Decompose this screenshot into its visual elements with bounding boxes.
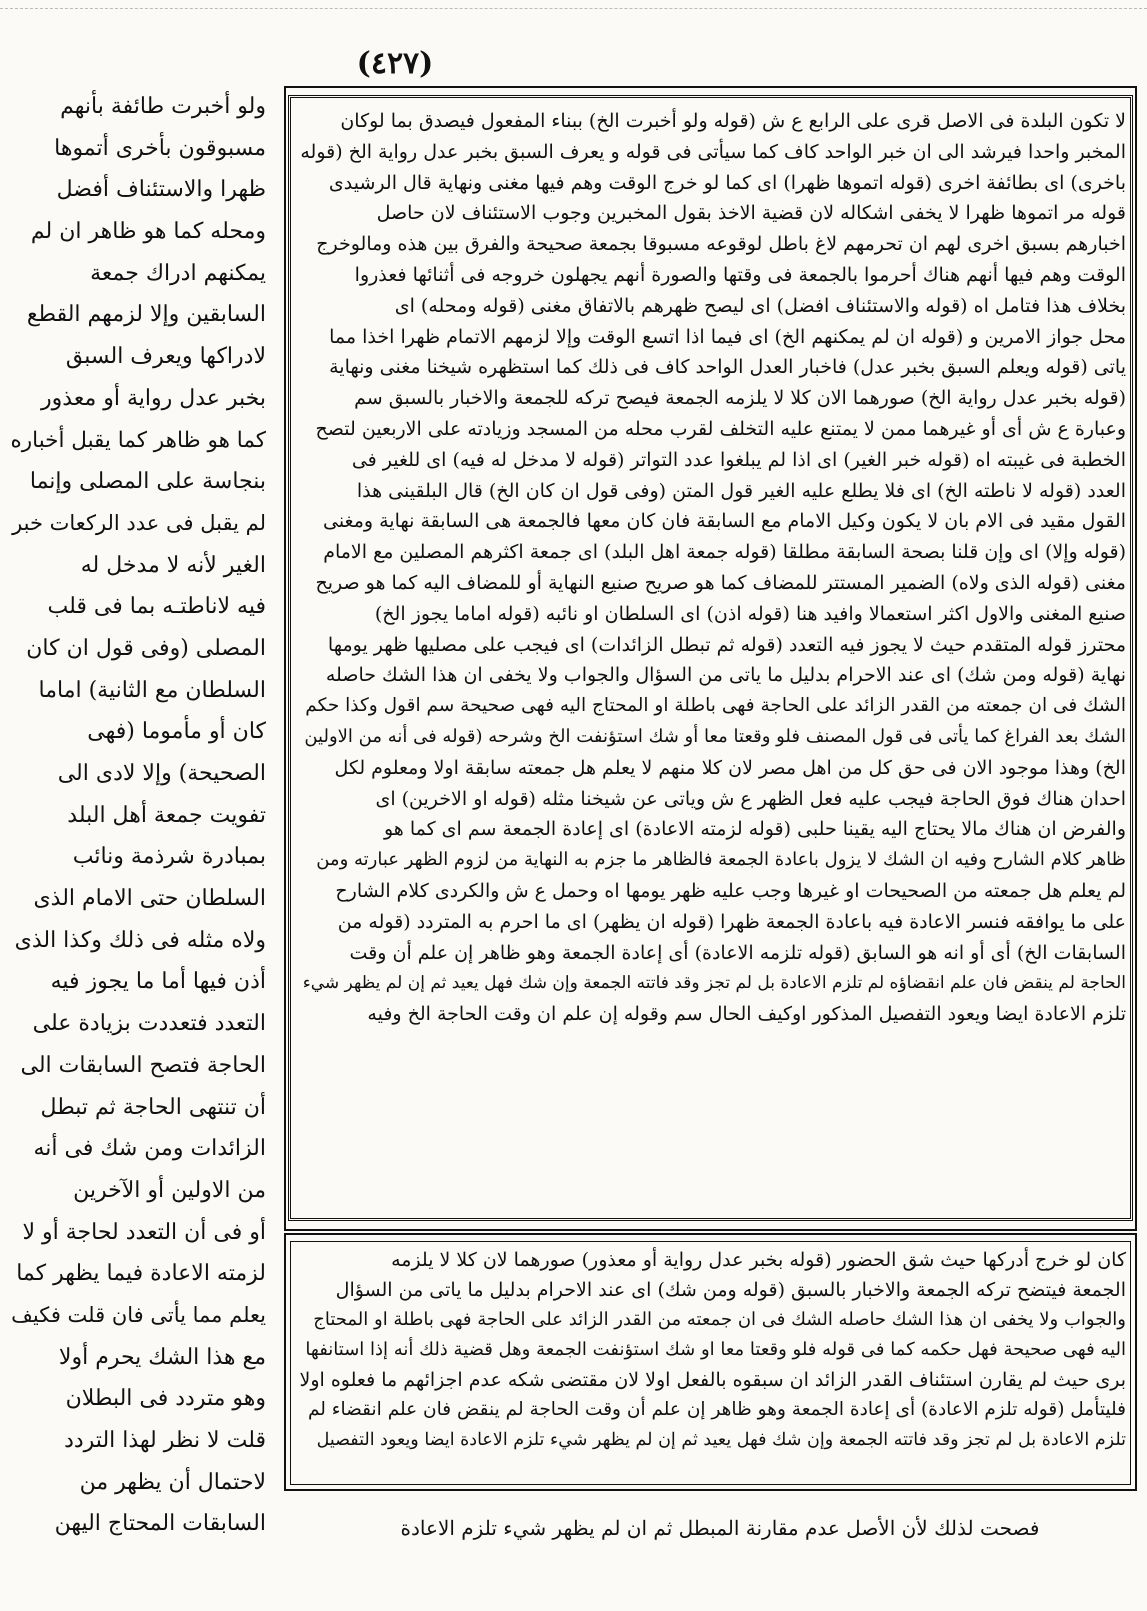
matn-line: يمكنهم ادراك جمعة [90,260,266,286]
commentary-line: الوقت وهم فيها أنهم هناك أحرموا بالجمعة فى وقتها والصورة أنهم يجهلون خروجه فى أثنائها فعذروا [354,263,1126,286]
commentary-line: الخطبة فى غيبته اه (قوله خبر الغير) اى اذا لم يبلغوا عدد التواتر (قوله لا مدخل له فيه) اى للغير فى [351,448,1126,471]
commentary-line: لا تكون البلدة فى الاصل قرى على الرابع ع ش (قوله ولو أخبرت الخ) ببناء المفعول فيصدق بما لوكان [340,110,1126,132]
matn-line: يعلم مما يأتى فان قلت فكيف [11,1302,266,1327]
matn-line: السابقين وإلا لزمهم القطع [26,302,266,328]
matn-line: من الاولين أو الآخرين [73,1177,266,1203]
commentary-line: باخرى) اى بطائفة اخرى (قوله اتموها ظهرا) اى كما لو خرج الوقت وهم فيها مغنى ونهاية قال الرشيدى [328,171,1126,194]
matn-line: مسبوقون بأخرى أتموها [54,135,266,161]
matn-line: ولو أخبرت طائفة بأنهم [60,94,266,119]
commentary-line: تلزم الاعادة ايضا ويعود التفصيل المذكور اوكيف الحال سم وقوله إن علم ان وقت الحاجة الخ وفيه [367,1003,1126,1026]
matn-line: التعدد فتعددت بزيادة على [32,1011,266,1037]
top-dashed-line [0,8,1147,9]
commentary-line: القول مقيد فى الام بان لا يكون وكيل الامام مع السابقة فان كان معها فالجمعة هى السابقة نهاية ومغنى [322,510,1126,533]
matn-line: الغير لأنه لا مدخل له [80,552,266,578]
commentary-line: محل جواز الامرين و (قوله ان لم يمكنهم الخ) اى فيما اذا اتسع الوقت وإلا لزمهم الاتمام ظهرا اخذا مما [329,325,1126,348]
matn-line: كما هو ظاهر كما يقبل أخباره [10,427,266,453]
commentary-line: ظاهر كلام الشارح وفيه ان الشك لا يزول باعادة الجمعة فالظاهر ما جزم به النهاية من لزوم الظهر عبارته ومن [316,849,1126,871]
matn-line: السلطان مع الثانية) اماما [38,677,266,703]
matn-line: بخبر عدل رواية أو معذور [41,385,266,411]
bottom-commentary-text [296,1245,1126,1485]
matn-line: الزائدات ومن شك فى أنه [33,1136,266,1162]
commentary-line: نهاية (قوله ومن شك) اى عند الاحرام بدليل ما ياتى من السؤال والجواب ولا يخفى ان هذا الشك حاصله [325,664,1126,687]
commentary-line: وعبارة ع ش أى أو غيرهما ممن لا يمتنع عليه التخلف لقرب محله من المسجد وزيادته على الاربعين لتصح [315,417,1126,440]
commentary-line: والفرض ان هناك مالا يحتاج اليه يقينا حلبى (قوله لزمته الاعادة) اى إعادة الجمعة سم اى كما هو [383,818,1126,841]
commentary-line: محترز قوله المتقدم حيث لا يجوز فيه التعدد (قوله ثم تبطل الزائدات) اى فيجب على مصليها ظهر يومها [327,633,1126,656]
commentary-line: العدد (قوله لا ناطته الخ) اى فلا يطلع عليه الغير قول المتن (وفى قول ان كان الخ) قال البلقينى هذا [356,479,1126,502]
bottom-commentary-line: الجمعة فيتضح تركه الجمعة والاخبار بالسبق (قوله ومن شك) اى عند الاحرام بدليل ما ياتى من السؤال [335,1279,1126,1301]
commentary-line: على ما يوافقه فنسر الاعادة فيه باعادة الجمعة ظهرا (قوله ان يظهر) اى ما احرم به المتردد (قوله من [337,910,1126,933]
commentary-line: السابقات الخ) أى أو انه هو السابق (قوله تلزمه الاعادة) أى إعادة الجمعة وهو ظاهر إن علم أن وقت [349,941,1126,964]
matn-line: بمبادرة شرذمة ونائب [72,844,266,870]
matn-line: المصلى (وفى قول ان كان [26,635,266,661]
matn-line: السلطان حتى الامام الذى [33,886,266,912]
commentary-line: الحاجة لم ينقض فان علم انقضاؤه لم تلزم الاعادة بل لم تجز وقد فاتته الجمعة وإن شك فهل يعيد ثم إن لم يظهر شيء [302,973,1126,994]
matn-line: لزمته الاعادة فيما يظهر كما [16,1261,266,1287]
matn-line: أن تنتهى الحاجة ثم تبطل [40,1094,266,1120]
commentary-line: اخبارهم بسبق اخرى لهم ان تحرمهم لاغ باطل لوقوعه مسبوقا بجمعة صحيحة والفرق بين هذه ومالوخرج [316,233,1126,256]
footer-matn-line: فصحت لذلك لأن الأصل عدم مقارنة المبطل ثم ان لم يظهر شيء تلزم الاعادة [400,1516,1040,1540]
matn-line: بنجاسة على المصلى وإنما [29,469,266,495]
commentary-line: (قوله وإلا) اى وإن قلنا بصحة السابقة مطلقا (قوله جمعة اهل البلد) اى جمعة اكثرهم المصلين مع الامام [323,541,1126,564]
matn-line: قلت لا نظر لهذا التردد [64,1428,266,1453]
matn-line: فيه لاناطتـه بما فى قلب [47,594,266,620]
page-number: (٤٢٧) [356,46,434,81]
bottom-commentary-line: تلزم الاعادة بل لم تجز وقد فاتته الجمعة وإن شك فهل يعيد ثم إن لم يظهر شيء تلزم الاعادة ايضا ويعود التفصيل [316,1430,1126,1450]
matn-line: مع هذا الشك يحرم أولا [58,1344,266,1370]
commentary-line: (قوله بخبر عدل رواية الخ) صورهما الان كلا لا يلزمه الجمعة فيصح تركه للجمعة والاخبار بالسبق سم [354,387,1126,410]
commentary-line: المخبر واحدا فيرشد الى ان خبر الواحد كاف كما سيأتى فى قوله و يعرف السبق بخبر عدل رواية الخ (قوله [300,140,1126,163]
commentary-line: بخلاف هذا فتامل اه (قوله والاستئناف افضل) اى ليصح ظهرهم بالاتفاق مغنى (قوله ومحله) اى [394,294,1126,317]
commentary-text [296,106,1126,1216]
matn-line: تفويت جمعة أهل البلد [67,802,266,828]
matn-line: لم يقبل فى عدد الركعات خبر [12,510,266,535]
matn-line: الصحيحة) وإلا لادى الى [57,761,266,786]
matn-line: وهو متردد فى البطلان [65,1386,266,1412]
commentary-line: صنيع المغنى والاول اكثر استعمالا وافيد هنا (قوله اذن) اى السلطان او نائبه (قوله اماما يجوز الخ) [374,602,1126,625]
commentary-line: مغنى (قوله الذى ولاه) الضمير المستتر للمضاف كما هو صريح صنيع النهاية أو للمضاف اليه كما هو صريح [315,571,1126,594]
commentary-line: الشك فى ان جمعته من القدر الزائد على الحاجة فهى باطلة او المحتاج اليه فهى صحيحة سم اقول وكذا حكم [305,695,1126,717]
bottom-commentary-line: كان لو خرج أدركها حيث شق الحضور (قوله بخبر عدل رواية أو معذور) صورهما لان كلا لا يلزمه [391,1249,1126,1271]
bottom-commentary-line: برى حيث لم يقارن استئناف القدر الزائد ان سبقوه بالفعل اولا لان مقتضى شكه عدم اجزائهم ما فعلوه اولا [299,1369,1126,1391]
commentary-line: الخ) وهذا موجود الان فى حق كل من اهل مصر لان كلا منهم لا يعلم هل جمعته سابقة اولا ومعلوم لكل [334,756,1126,779]
bottom-commentary-line: اليه فهى صحيحة فهل حكمه كما فى قوله فلو وقعتا معا او شك استؤنفت الجمعة وهل قضية ذلك أنه إذا استانفها [305,1339,1126,1360]
matn-line: كان أو مأموما (فهى [87,719,266,745]
matn-line: السابقات المحتاج اليهن [54,1511,266,1537]
matn-line: لاحتمال أن يظهر من [79,1469,266,1495]
commentary-line: قوله مر اتموها ظهرا لا يخفى اشكاله لان قضية الاخذ بقول المخبرين وجوب الاستئناف لان حاصل [376,202,1126,225]
matn-line: ومحله كما هو ظاهر ان لم [30,219,266,245]
bottom-commentary-line: فليتأمل (قوله تلزم الاعادة) أى إعادة الجمعة وهو ظاهر إن علم أن وقت الحاجة لم ينقض فان علم انقضاء لم [307,1399,1126,1420]
bottom-commentary-line: والجواب ولا يخفى ان هذا الشك حاصله الشك فى ان جمعته من القدر الزائد على الحاجة فهى باطلة او المحتاج [313,1309,1126,1330]
commentary-line: احدان هناك فوق الحاجة فيجب عليه فعل الظهر ع ش وياتى عن شيخنا مثله (قوله او الاخرين) اى [375,787,1126,810]
matn-line: ظهرا والاستئناف أفضل [56,177,266,203]
matn-line: الحاجة فتصح السابقات الى [20,1052,266,1078]
matn-line: أذن فيها أما ما يجوز فيه [50,969,266,995]
commentary-line: لم يعلم هل جمعته من الصحيحات او غيرها وجب عليه ظهر يومها اه وحمل ع ش والكردى كلام الشارح [335,879,1126,902]
matn-line: لادراكها ويعرف السبق [65,344,266,370]
commentary-line: ياتى (قوله ويعلم السبق بخبر عدل) فاخبار العدل الواحد كاف فى ذلك كما استظهره شيخنا مغنى ونهاية [329,356,1126,379]
matn-line: ولاه مثله فى ذلك وكذا الذى [14,927,266,953]
matn-line: أو فى أن التعدد لحاجة أو لا [22,1219,266,1245]
matn-text-column [8,86,266,1537]
commentary-line: الشك بعد الفراغ كما يأتى فى قول المصنف فلو وقعتا معا أو شك استؤنفت الخ وشرحه (قوله فى أنه من الاولين [304,725,1126,747]
